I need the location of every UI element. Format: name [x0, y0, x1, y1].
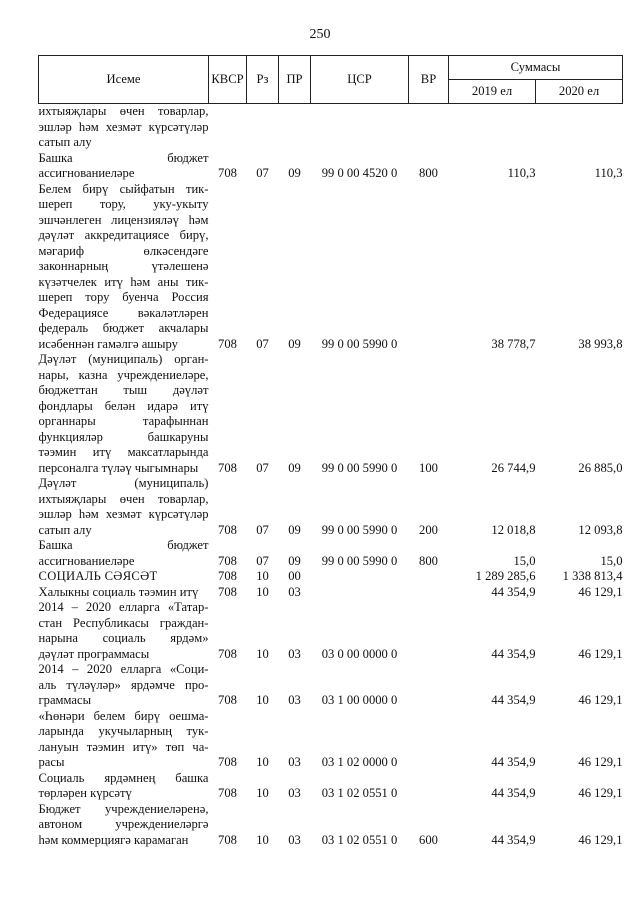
row-name-line: 2014 – 2020 елларга «Татар-	[38, 600, 209, 614]
row-name-line: ассигнованиеләре	[38, 553, 135, 568]
row-vr	[409, 182, 449, 353]
row-sum-2020: 1 338 813,4	[562, 569, 623, 583]
row-kvsr: 708	[218, 693, 237, 707]
row-name	[39, 538, 209, 569]
row-sum-2020: 46 129,1	[578, 786, 623, 800]
row-name-line: лануын тәэмин итү» төп ча-	[38, 739, 209, 754]
row-sum-2020: 46 129,1	[578, 584, 623, 599]
row-pr: 03	[288, 786, 301, 800]
row-name-line: Федерациясе вәкаләтләрен	[38, 305, 209, 320]
row-sum-2020: 46 129,1	[578, 646, 623, 661]
col-header-vr: ВР	[409, 56, 449, 104]
row-name-line: ассигнованиеләре	[38, 166, 135, 180]
row-pr: 09	[288, 336, 301, 351]
row-csr	[311, 585, 409, 601]
row-name-line: Башка бюджет	[38, 538, 209, 552]
row-rz: 10	[256, 755, 269, 769]
row-name	[39, 104, 209, 151]
row-vr: 800	[419, 553, 438, 568]
row-vr: 100	[419, 460, 438, 475]
col-header-pr: ПР	[279, 56, 311, 104]
col-header-2019: 2019 ел	[449, 80, 536, 104]
row-sum-2020: 46 129,1	[578, 832, 623, 847]
row-name-line: Дәүләт (муниципаль) орган-	[38, 352, 209, 366]
row-sum-2020: 26 885,0	[578, 460, 623, 475]
row-name-line: дәүләт программасы	[38, 646, 150, 661]
row-pr: 03	[288, 646, 301, 661]
row-vr	[409, 709, 449, 771]
row-name-line: шереп тору буенча Россия	[38, 290, 209, 304]
row-sum-2019: 44 354,9	[491, 646, 536, 661]
row-vr	[409, 662, 449, 709]
row-sum-2019: 110,3	[507, 166, 536, 180]
row-name-line: автоном учреждениеләргә	[38, 817, 209, 831]
row-kvsr	[209, 104, 247, 151]
row-pr: 03	[288, 832, 301, 847]
row-name	[39, 585, 209, 601]
row-sum-2019: 15,0	[513, 553, 536, 568]
row-csr	[311, 104, 409, 151]
row-rz: 10	[256, 693, 269, 707]
row-rz: 07	[256, 460, 269, 475]
table-row	[39, 182, 623, 353]
row-kvsr: 708	[218, 584, 237, 599]
row-sum-2019: 12 018,8	[491, 522, 536, 537]
col-header-2020: 2020 ел	[536, 80, 623, 104]
table-row	[39, 476, 623, 538]
row-name-line: сатып алу	[38, 135, 92, 149]
budget-table	[38, 55, 623, 848]
row-csr: 03 0 00 0000 0	[321, 646, 398, 661]
col-header-sums: Суммасы	[449, 56, 623, 80]
row-name	[39, 182, 209, 353]
row-rz: 10	[256, 786, 269, 800]
row-name-line: граммасы	[38, 693, 92, 707]
row-name-line: функцияләр башкаруны	[38, 429, 209, 444]
row-name-line: эшләр һәм хезмәт күрсәтүләр	[38, 119, 209, 134]
row-csr: 99 0 00 5990 0	[321, 522, 398, 537]
row-kvsr: 708	[218, 755, 237, 769]
col-header-name: Исеме	[39, 56, 209, 104]
table-header	[39, 56, 623, 104]
row-name-line: стан Республикасы граждан-	[38, 615, 209, 630]
row-name-line: ихтыяҗлары өчен товарлар,	[38, 104, 209, 118]
row-csr: 03 1 02 0000 0	[321, 755, 398, 769]
row-sum-2019: 44 354,9	[491, 832, 536, 847]
row-name-line: эшчәнлеген лицензияләү һәм	[38, 212, 209, 227]
row-csr: 03 1 02 0551 0	[321, 832, 398, 847]
row-name-line: Дәүләт (муниципаль)	[38, 476, 209, 490]
row-sum-2020: 15,0	[600, 553, 623, 568]
row-kvsr: 708	[218, 522, 237, 537]
row-pr: 03	[288, 693, 301, 707]
row-rz: 10	[256, 584, 269, 599]
row-name-line: 2014 – 2020 елларга «Соци-	[38, 662, 209, 676]
table-row	[39, 151, 623, 182]
row-pr: 09	[288, 166, 301, 180]
row-vr	[409, 569, 449, 585]
row-name-line: фондлары белән идарә итү	[38, 398, 209, 413]
row-csr: 99 0 00 5990 0	[321, 553, 398, 568]
row-sum-2019: 44 354,9	[491, 584, 536, 599]
row-kvsr: 708	[218, 166, 237, 180]
row-kvsr: 708	[218, 832, 237, 847]
table-row	[39, 585, 623, 601]
row-csr: 03 1 00 0000 0	[321, 693, 398, 707]
row-name-line: мәгариф өлкәсендәге	[38, 243, 209, 258]
row-rz: 07	[256, 553, 269, 568]
row-name	[39, 771, 209, 802]
row-pr: 00	[288, 569, 301, 583]
table-row	[39, 600, 623, 662]
row-kvsr: 708	[218, 786, 237, 800]
row-vr	[409, 600, 449, 662]
row-kvsr: 708	[218, 553, 237, 568]
row-sum-2019: 44 354,9	[491, 755, 536, 769]
row-name-line: бюджеттан тыш дәүләт	[38, 383, 209, 397]
row-name-line: тәэмин итү максатларында	[38, 445, 209, 459]
row-name-line: Башка бюджет	[38, 150, 209, 165]
row-name-line: нары, казна учреждениеләре,	[38, 367, 209, 382]
row-kvsr: 708	[218, 460, 237, 475]
col-header-rz: Рз	[247, 56, 279, 104]
row-csr	[311, 569, 409, 585]
row-name	[39, 151, 209, 182]
row-name-line: күзәтчелек итү һәм аны тик-	[38, 274, 209, 289]
row-sum-2019	[449, 104, 536, 151]
row-rz: 07	[256, 166, 269, 180]
row-vr	[409, 104, 449, 151]
row-pr: 09	[288, 460, 301, 475]
row-sum-2020: 46 129,1	[578, 693, 623, 707]
row-name	[39, 476, 209, 538]
row-sum-2019: 26 744,9	[491, 460, 536, 475]
table-row	[39, 538, 623, 569]
row-name-line: расы	[38, 755, 65, 769]
row-name-line: сатып алу	[38, 522, 92, 537]
table-row	[39, 771, 623, 802]
table-row	[39, 569, 623, 585]
row-name-line: персоналга түләү чыгымнары	[38, 460, 199, 475]
row-kvsr: 708	[218, 569, 237, 583]
row-sum-2020	[536, 104, 623, 151]
row-name	[39, 600, 209, 662]
row-csr: 99 0 00 5990 0	[321, 460, 398, 475]
row-rz: 07	[256, 336, 269, 351]
col-header-csr: ЦСР	[311, 56, 409, 104]
row-sum-2020: 38 993,8	[578, 336, 623, 351]
row-rz: 10	[256, 832, 269, 847]
row-name-line: «Һөнәри белем бирү оешма-	[38, 708, 209, 723]
table-row	[39, 352, 623, 476]
row-name-line: шереп тору, уку-укыту	[38, 197, 209, 211]
row-name	[39, 352, 209, 476]
col-header-kvsr: КВСР	[209, 56, 247, 104]
row-sum-2020: 110,3	[594, 166, 623, 180]
row-name-line: законнарның үтәлешенә	[38, 259, 209, 273]
row-csr: 99 0 00 5990 0	[321, 336, 398, 351]
table-row	[39, 709, 623, 771]
row-csr: 99 0 00 4520 0	[321, 166, 398, 180]
row-name-line: дәүләт аккредитациясе бирү,	[38, 228, 209, 242]
row-kvsr: 708	[218, 646, 237, 661]
row-name	[39, 802, 209, 849]
row-name-line: аль түләүләр» ярдәмче про-	[38, 677, 209, 692]
row-name	[39, 709, 209, 771]
row-name-line: нарына социаль ярдәм»	[38, 631, 209, 645]
row-vr	[409, 771, 449, 802]
page-number: 250	[309, 27, 331, 42]
row-rz	[247, 104, 279, 151]
row-name	[39, 569, 209, 585]
row-name-line: эшләр һәм хезмәт күрсәтүләр	[38, 507, 209, 521]
row-pr: 03	[288, 584, 301, 599]
row-csr: 03 1 02 0551 0	[321, 786, 398, 800]
row-rz: 07	[256, 522, 269, 537]
row-sum-2020: 12 093,8	[578, 522, 623, 537]
row-pr: 09	[288, 522, 301, 537]
row-name-line: Халыкны социаль тәэмин итү	[38, 584, 199, 599]
table-row	[39, 662, 623, 709]
table-body	[39, 104, 623, 849]
row-name-line: СОЦИАЛЬ СӘЯСӘТ	[38, 569, 158, 583]
row-pr	[279, 104, 311, 151]
row-name-line: исәбеннән гамәлгә ашыру	[38, 336, 178, 351]
row-pr: 09	[288, 553, 301, 568]
row-vr: 200	[419, 522, 438, 537]
table-row	[39, 802, 623, 849]
row-name-line: федераль бюджет акчалары	[38, 321, 209, 335]
row-sum-2020: 46 129,1	[578, 755, 623, 769]
row-sum-2019: 44 354,9	[491, 693, 536, 707]
row-name-line: ларында укучыларның тук-	[38, 724, 209, 738]
row-name-line: Бюджет учреждениеләренә,	[38, 801, 209, 816]
row-name-line: Белем бирү сыйфатын тик-	[38, 181, 209, 196]
row-rz: 10	[256, 569, 269, 583]
row-vr: 600	[419, 832, 438, 847]
row-name-line: ихтыяҗлары өчен товарлар,	[38, 491, 209, 506]
row-name-line: төрләрен күрсәтү	[38, 786, 132, 800]
row-vr: 800	[419, 166, 438, 180]
row-name-line: һәм коммерциягә карамаган	[38, 832, 189, 847]
row-name-line: Социаль ярдәмнең башка	[38, 770, 209, 785]
row-kvsr: 708	[218, 336, 237, 351]
row-sum-2019: 38 778,7	[491, 336, 536, 351]
row-name	[39, 662, 209, 709]
row-rz: 10	[256, 646, 269, 661]
row-vr	[409, 585, 449, 601]
table-row	[39, 104, 623, 151]
row-sum-2019: 44 354,9	[491, 786, 536, 800]
row-pr: 03	[288, 755, 301, 769]
row-name-line: органнары тарафыннан	[38, 414, 209, 428]
row-sum-2019: 1 289 285,6	[475, 569, 536, 583]
